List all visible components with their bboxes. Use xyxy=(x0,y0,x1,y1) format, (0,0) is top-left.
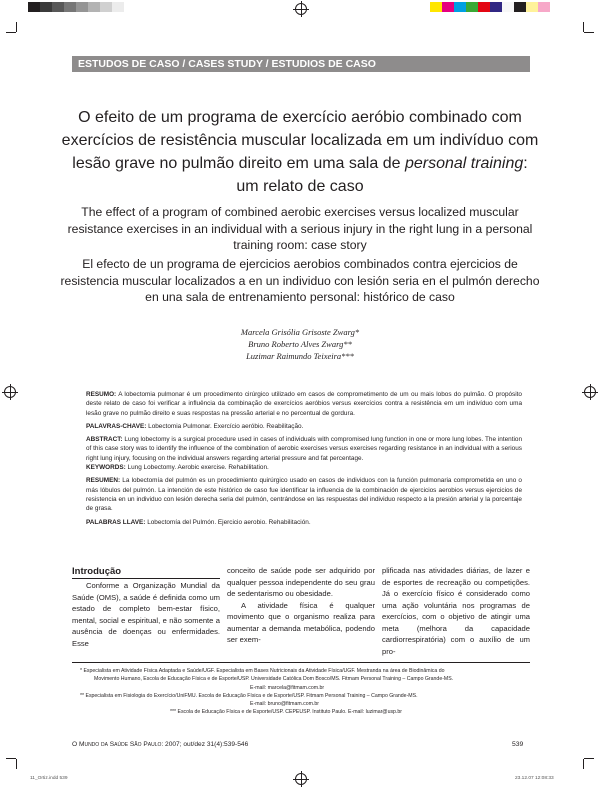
footnote-line: * Especialista em Atividade Física Adaptada e Saúde/UGF. Especialista em Bases Nutricionais da Atividade Física/UGF. Mestranda na área de Biodinâmica do xyxy=(80,668,445,674)
palabras-llave: PALABRAS LLAVE: Lobectomía del Pulmón. Ejercicio aerobio. Rehabilitación. xyxy=(86,518,311,526)
resumo-paragraph: RESUMO: A lobectomia pulmonar é um procedimento cirúrgico utilizado em casos de comprometimento de um ou mais lobos do pulmão. O propósito deste relato de caso foi verificar a influência da combinação de exercícios aeróbios versus exercícios contra a resistência em um indivíduo com uma lesão grave no pulmão direito e suas respostas na pressão arterial e no percentual de gordura. xyxy=(86,391,522,417)
registration-mark-top-icon xyxy=(295,3,307,15)
author-name: Luzimar Raimundo Teixeira*** xyxy=(246,351,354,361)
title-english: The effect of a program of combined aerobic exercises versus localized muscular resistance exercises in an individual with a serious injury in the right lung in a personal training room: case story xyxy=(67,205,533,252)
crop-mark xyxy=(584,758,594,759)
resumen-paragraph: RESUMEN: La lobectomía del pulmón es un procedimiento quirúrgico usado en casos de individuos con la función pulmonaria comprometida en uno o más lóbulos del pulmón. La intención de este histórico de caso fue identificar la influencia de la combinación de ejercicios aerobios versus ejercicios de resistencia en un individuo con lesión derecha seria del pulmón, centrándose en las respuestas del individuo respecto a la presión arterial y la porcentaje de grasa. xyxy=(86,477,522,513)
footnotes xyxy=(80,667,530,717)
section-banner: ESTUDOS DE CASO / CASES STUDY / ESTUDIOS DE CASO xyxy=(72,56,530,72)
footnote-line: E-mail: bruno@fitmam.com.br xyxy=(250,701,319,708)
title-spanish: El efecto de un programa de ejercicios aerobios combinados contra ejercicios de resistencia muscular localizados a en un individuo con lesión seria en el pulmón derecho en una sala de entrenamiento personal: histórico de caso xyxy=(60,257,540,304)
journal-citation: O Mundo da Saúde São Paulo: 2007; out/dez 31(4):539-546 xyxy=(72,741,249,748)
footnote-line: *** Escola de Educação Física e de Esporte/USP. CEPEUSP. Instituto Paulo. E-mail: luzimar@usp.br xyxy=(170,709,402,716)
body-paragraph: plificada nas atividades diárias, de lazer e de esportes de recreação ou competições. Já o exercício físico é considerado como uma ação voluntária nos programas de exercícios, com o objetivo de atingir uma meta (melhora da capacidade cardiorrespiratória) com o auxílio de um pro- xyxy=(382,566,530,656)
author-name: Marcela Grisólia Grisoste Zwarg* xyxy=(240,327,360,337)
crop-mark xyxy=(16,759,17,769)
body-paragraph: Conforme a Organização Mundial da Saúde (OMS), a saúde é definida como um estado de completo bem-estar físico, mental, social e espiritual, e não somente a ausência de doenças ou enfermidades. Esse xyxy=(72,581,220,648)
keywords: KEYWORDS: Lung Lobectomy. Aerobic exercise. Rehabilitation. xyxy=(86,464,269,472)
palavras-chave: PALAVRAS-CHAVE: Lobectomia Pulmonar. Exercício aeróbio. Reabilitação. xyxy=(86,422,304,430)
title-portuguese: O efeito de um programa de exercício aeróbio combinado com exercícios de resistência muscular localizada em um indivíduo com lesão grave no pulmão direito em uma sala de personal training: um relato de caso xyxy=(61,109,539,195)
print-slug-timestamp: 23.12.07 12:08:33 xyxy=(515,776,554,781)
crop-mark xyxy=(6,32,16,33)
registration-mark-left-icon xyxy=(4,386,16,398)
crop-mark xyxy=(583,759,584,769)
crop-mark xyxy=(6,758,16,759)
registration-mark-bottom-icon xyxy=(295,773,307,785)
crop-mark xyxy=(584,32,594,33)
crop-mark xyxy=(16,22,17,32)
intro-heading: Introdução xyxy=(72,566,122,577)
author-list xyxy=(120,326,480,362)
color-calibration-bar-left xyxy=(28,2,124,12)
body-column-1 xyxy=(72,580,220,649)
footnote-rule xyxy=(72,662,530,663)
print-slug-filename: 11_Ortiz.indd 539 xyxy=(30,776,68,781)
page-number: 539 xyxy=(512,741,524,748)
footnote-line: ** Especialista em Fisiologia do Exercício/UniFMU. Escola de Educação Física e de Esporte/USP. Fitmam Personal Training – Campo Grande-MS. xyxy=(80,692,418,699)
body-paragraph: A atividade física é qualquer movimento que o organismo realiza para aumentar a demanda metabólica, podendo ser exem- xyxy=(227,600,375,644)
registration-mark-right-icon xyxy=(584,386,596,398)
footnote-line: Movimento Humano, Escola de Educação Física e de Esporte/USP. Universidade Católica Dom Bosco/MS. Fitmam Personal Training – Campo Grande-MS. xyxy=(94,676,454,683)
abstract-block xyxy=(86,390,522,527)
column-rule xyxy=(72,578,220,579)
body-paragraph: conceito de saúde pode ser adquirido por qualquer pessoa independente do seu grau de sedentarismo ou obesidade. xyxy=(227,566,375,598)
color-calibration-bar-right xyxy=(430,2,550,12)
body-column-3 xyxy=(382,565,530,657)
footnote-line: E-mail: marcela@fitmam.com.br xyxy=(250,684,325,691)
crop-mark xyxy=(583,22,584,32)
body-column-2 xyxy=(227,565,375,646)
abstract-paragraph: ABSTRACT: Lung lobectomy is a surgical procedure used in cases of individuals with compromised lung function in one or more lung lobes. The intention of this case story was to identify the influence of the combination of aerobic exercises versus exercises regarding resistance in an individual with a serious right lung injury, focusing on the individual answers regarding arterial pressure and fat percentage. xyxy=(86,436,523,462)
author-name: Bruno Roberto Alves Zwarg** xyxy=(248,339,352,349)
